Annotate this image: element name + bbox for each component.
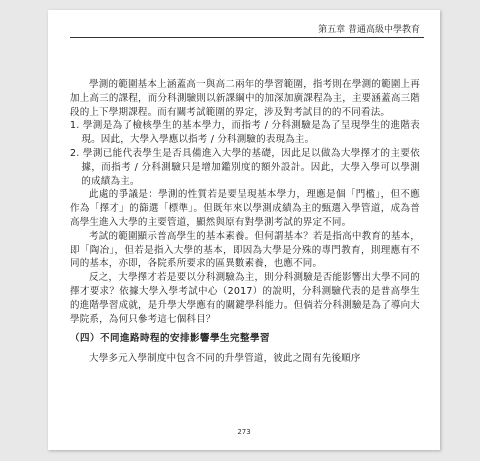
paragraph-subject-test: 反之，大學擇才若是要以分科測驗為主，則分科測驗是否能影響出大學不同的擇才要求？依據大學入學考試中心（2017）的說明，分科測驗代表的是普高學生的進階學習成就，是升學大學應有的關鍵學科能力。但倘若分科測驗是為了導向大學院系，為何只參考這七個科目？ bbox=[70, 272, 420, 325]
list-item-2: 2. 學測已能代表學生是否具備進入大學的基礎，因此足以做為大學擇才的主要依據，而指考 / 分科測驗只是增加鑑別度的額外設計。因此，大學入學可以學測的成績為主。 bbox=[70, 147, 420, 187]
header-divider bbox=[70, 37, 424, 38]
paragraph-admission-channels: 大學多元入學制度中包含不同的升學管道，彼此之間有先後順序 bbox=[89, 353, 361, 365]
section-heading: （四）不同進路時程的安排影響學生完整學習 bbox=[70, 333, 271, 345]
page-number: 273 bbox=[237, 428, 251, 436]
list-item-1: 1. 學測是為了檢核學生的基本學力，而指考 / 分科測驗是為了呈現學生的進階表現。因此，大學入學應以指考 / 分科測驗的表現為主。 bbox=[70, 120, 420, 146]
paragraph-controversy: 此處的爭議是：學測的性質若是要呈現基本學力，理應是個「門檻」，但不應作為「擇才」的篩選「標準」。但既年來以學測成績為主的甄選入學管道，成為普高學生進入大學的主要管道，顯然與原有對學測考試的界定不同。 bbox=[70, 189, 420, 228]
paragraph-scope: 學測的範圍基本上涵蓋高一與高二兩年的學習範圍，指考則在學測的範圍上再加上高三的課程，而分科測驗則以新課綱中的加深加廣課程為主，主要涵蓋高三階段的上下學期課程。而有關考試範圍的界定，涉及對考試目的的不同看法。 bbox=[70, 79, 420, 118]
page-body bbox=[70, 78, 420, 366]
document-page bbox=[48, 10, 440, 450]
running-header: 第五章 普通高級中學教育 bbox=[318, 25, 420, 35]
paragraph-basic-literacy: 考試的範圍顯示普高學生的基本素養。但何謂基本？若是指高中教育的基本，即「陶冶」，但若是指入大學的基本，即因為大學是分殊的專門教育，則理應有不同的基本，亦即，各院系所要求的區異數素養，也應不同。 bbox=[70, 230, 420, 270]
